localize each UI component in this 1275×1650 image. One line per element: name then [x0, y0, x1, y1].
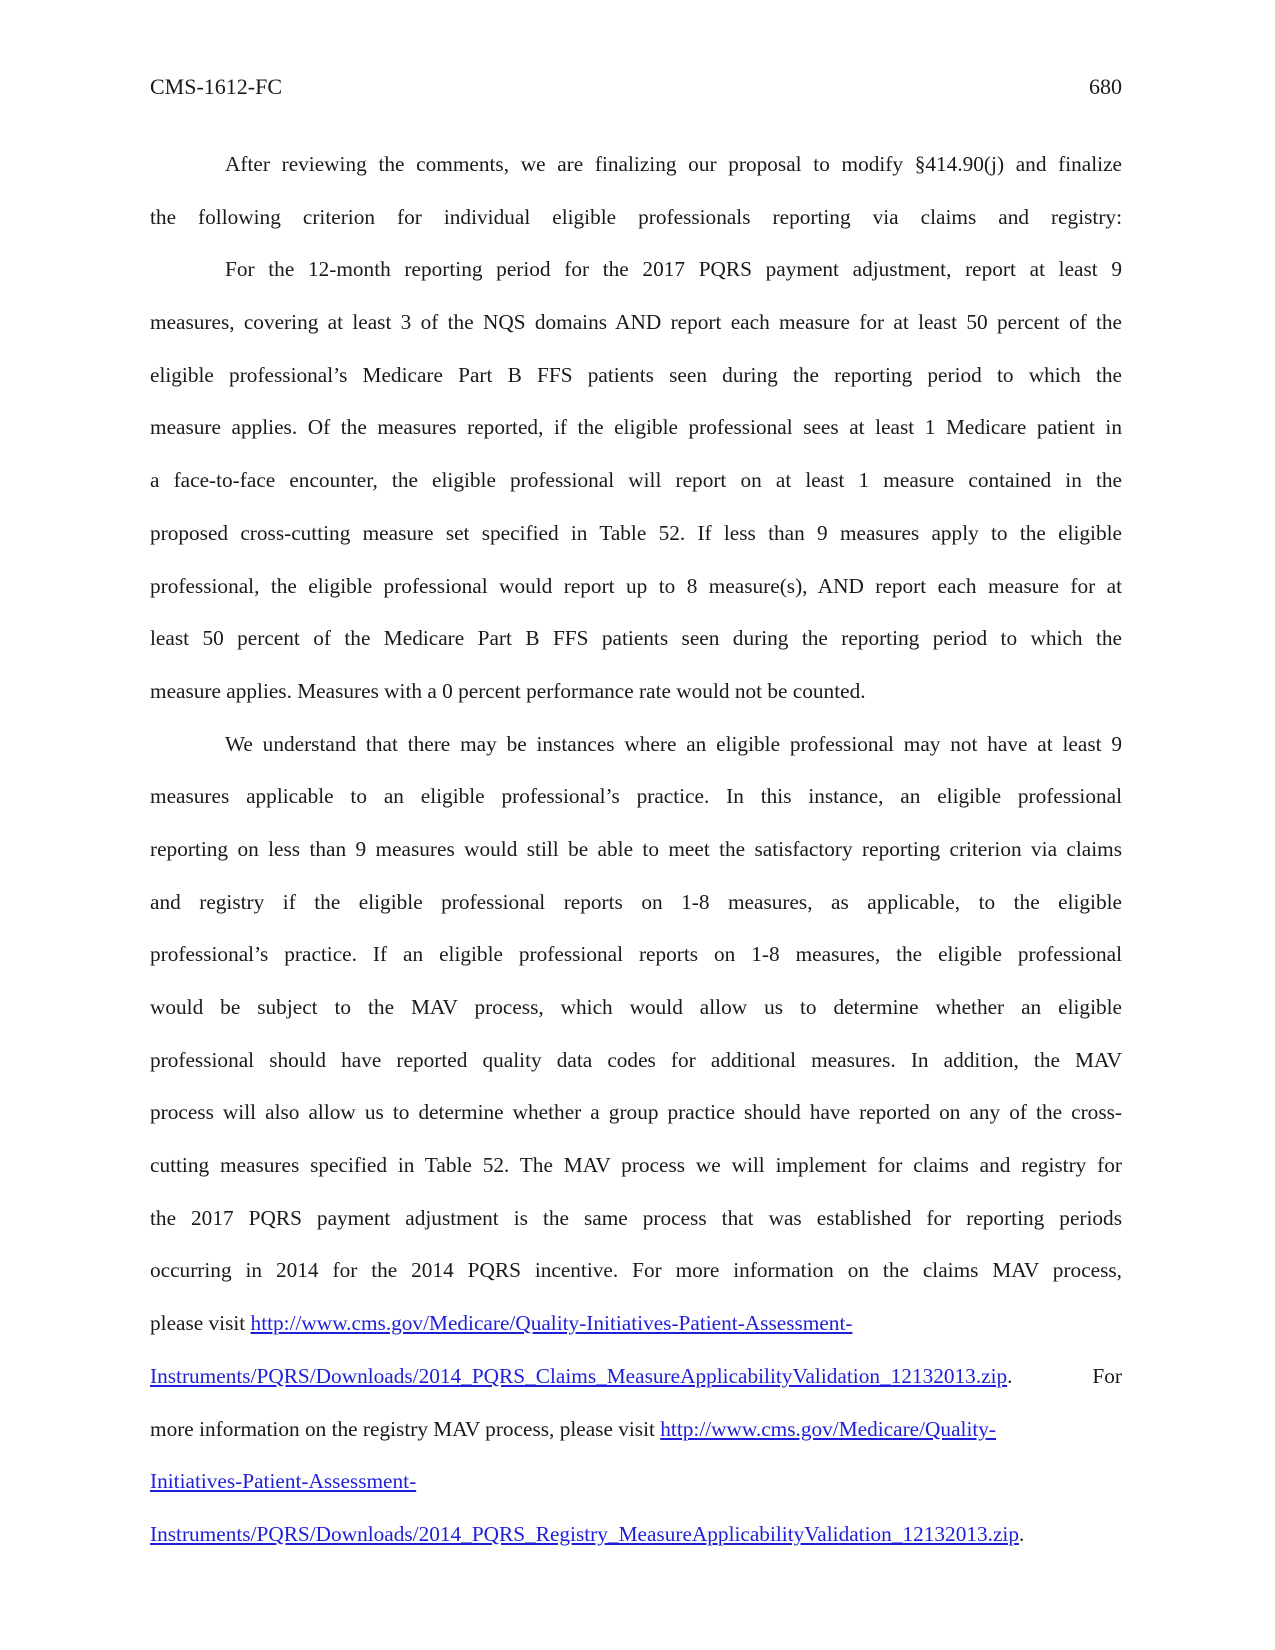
text-line: the following criterion for individual eligible professionals reporting via claims and registry:: [150, 204, 1122, 229]
text-line: process will also allow us to determine whether a group practice should have reported on any of the cross-: [150, 1100, 1122, 1125]
link-trailing-text: .: [1019, 1521, 1025, 1546]
text-line: professional’s practice. If an eligible professional reports on 1-8 measures, the eligible professional: [150, 942, 1122, 967]
registry-mav-link-continued[interactable]: Initiatives-Patient-Assessment-: [150, 1469, 417, 1494]
claims-mav-link-continued[interactable]: Instruments/PQRS/Downloads/2014_PQRS_Claims_MeasureApplicabilityValidation_12132013.zip: [150, 1363, 1008, 1388]
page-header: [150, 72, 1122, 102]
link-intro-text: please visit: [150, 1311, 251, 1336]
text-line: least 50 percent of the Medicare Part B FFS patients seen during the reporting period to which the: [150, 626, 1122, 651]
document-body: [150, 138, 1122, 1561]
document-id: CMS-1612-FC: [150, 74, 283, 99]
text-line: [150, 1297, 1122, 1350]
text-line: [150, 1350, 1122, 1403]
text-line: cutting measures specified in Table 52. The MAV process we will implement for claims and registry for: [150, 1153, 1122, 1178]
text-line: measures applicable to an eligible professional’s practice. In this instance, an eligible professional: [150, 784, 1122, 809]
text-line: measure applies. Measures with a 0 percent performance rate would not be counted.: [150, 678, 866, 703]
text-line: and registry if the eligible professional reports on 1-8 measures, as applicable, to the eligible: [150, 889, 1122, 914]
text-line: [150, 1455, 1122, 1508]
registry-mav-link[interactable]: http://www.cms.gov/Medicare/Quality-: [660, 1416, 997, 1441]
text-line: proposed cross-cutting measure set specified in Table 52. If less than 9 measures apply to the eligible: [150, 520, 1122, 545]
text-line: eligible professional’s Medicare Part B FFS patients seen during the reporting period to which the: [150, 362, 1122, 387]
registry-mav-link-end[interactable]: Instruments/PQRS/Downloads/2014_PQRS_Registry_MeasureApplicabilityValidation_12132013.zip: [150, 1521, 1019, 1546]
text-line: professional, the eligible professional would report up to 8 measure(s), AND report each measure for at: [150, 573, 1122, 598]
claims-mav-link[interactable]: http://www.cms.gov/Medicare/Quality-Initiatives-Patient-Assessment-: [250, 1311, 853, 1336]
text-line: would be subject to the MAV process, which would allow us to determine whether an eligible: [150, 995, 1122, 1019]
text-line: professional should have reported quality data codes for additional measures. In addition, the MAV: [150, 1047, 1122, 1072]
text-line: reporting on less than 9 measures would still be able to meet the satisfactory reporting criterion via claims: [150, 836, 1122, 861]
text-line: the 2017 PQRS payment adjustment is the same process that was established for reporting periods: [150, 1205, 1122, 1230]
text-line: a face-to-face encounter, the eligible professional will report on at least 1 measure contained in the: [150, 468, 1122, 493]
text-line: We understand that there may be instances where an eligible professional may not have at least 9: [225, 731, 1122, 756]
link-intro-text: more information on the registry MAV process, please visit: [150, 1416, 661, 1441]
text-line: For the 12-month reporting period for the 2017 PQRS payment adjustment, report at least 9: [225, 257, 1122, 282]
text-line: occurring in 2014 for the 2014 PQRS incentive. For more information on the claims MAV process,: [150, 1258, 1122, 1283]
text-line: After reviewing the comments, we are finalizing our proposal to modify §414.90(j) and finalize: [225, 152, 1122, 176]
link-trailing-text: . For: [1007, 1363, 1122, 1388]
text-line: measures, covering at least 3 of the NQS domains AND report each measure for at least 50 percent of the: [150, 310, 1122, 335]
text-line: measure applies. Of the measures reported, if the eligible professional sees at least 1 Medicare patient in: [150, 415, 1122, 440]
text-line: [150, 1508, 1122, 1561]
page-number: 680: [1089, 74, 1122, 99]
text-line: [150, 1403, 1122, 1456]
